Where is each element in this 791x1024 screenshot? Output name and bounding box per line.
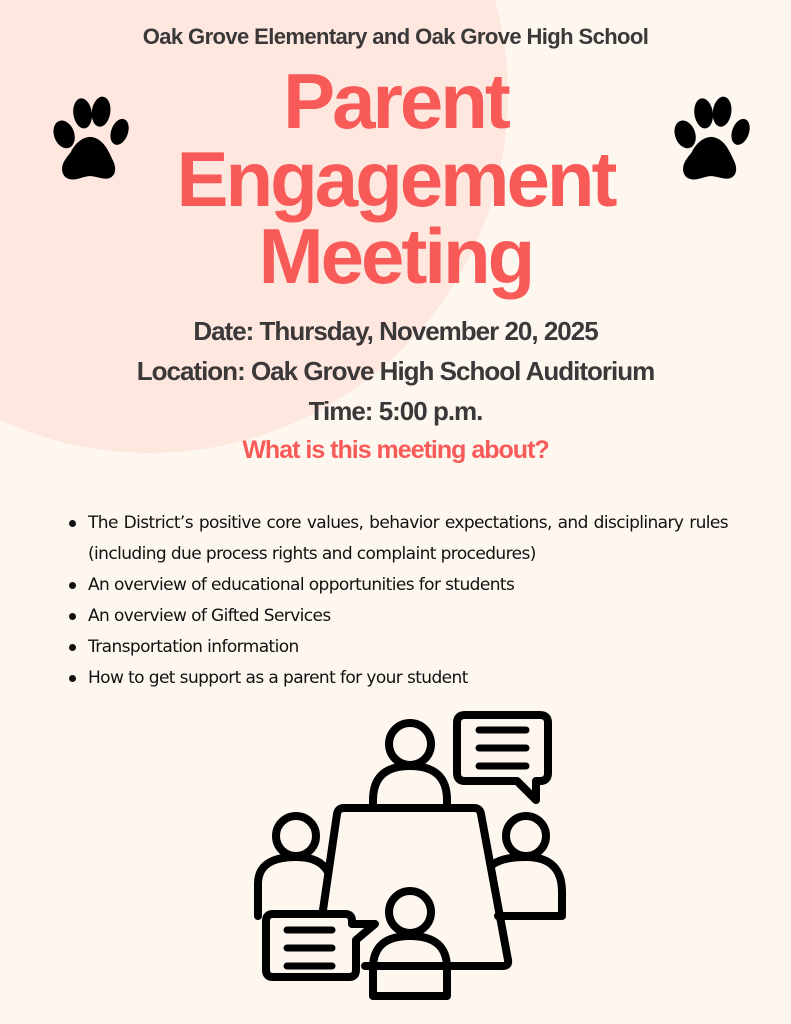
title-line-2: Engagement: [176, 135, 615, 223]
list-item: An overview of educational opportunities for students: [68, 570, 728, 601]
list-item: Transportation information: [68, 632, 728, 663]
topic-list: [68, 508, 728, 694]
meeting-time: Time: 5:00 p.m.: [308, 396, 483, 426]
school-names: Oak Grove Elementary and Oak Grove High School: [142, 24, 649, 49]
section-heading: What is this meeting about?: [242, 436, 549, 464]
meeting-location: Location: Oak Grove High School Auditorium: [136, 356, 655, 386]
title-line-3: Meeting: [258, 212, 533, 300]
list-item: How to get support as a parent for your student: [68, 663, 728, 694]
list-item: The District’s positive core values, behavior expectations, and disciplinary rules (including due process rights and complaint procedures): [68, 508, 728, 570]
list-item: An overview of Gifted Services: [68, 601, 728, 632]
title-line-1: Parent: [283, 57, 508, 145]
meeting-date: Date: Thursday, November 20, 2025: [193, 316, 598, 346]
meeting-table-icon: [240, 700, 580, 1024]
